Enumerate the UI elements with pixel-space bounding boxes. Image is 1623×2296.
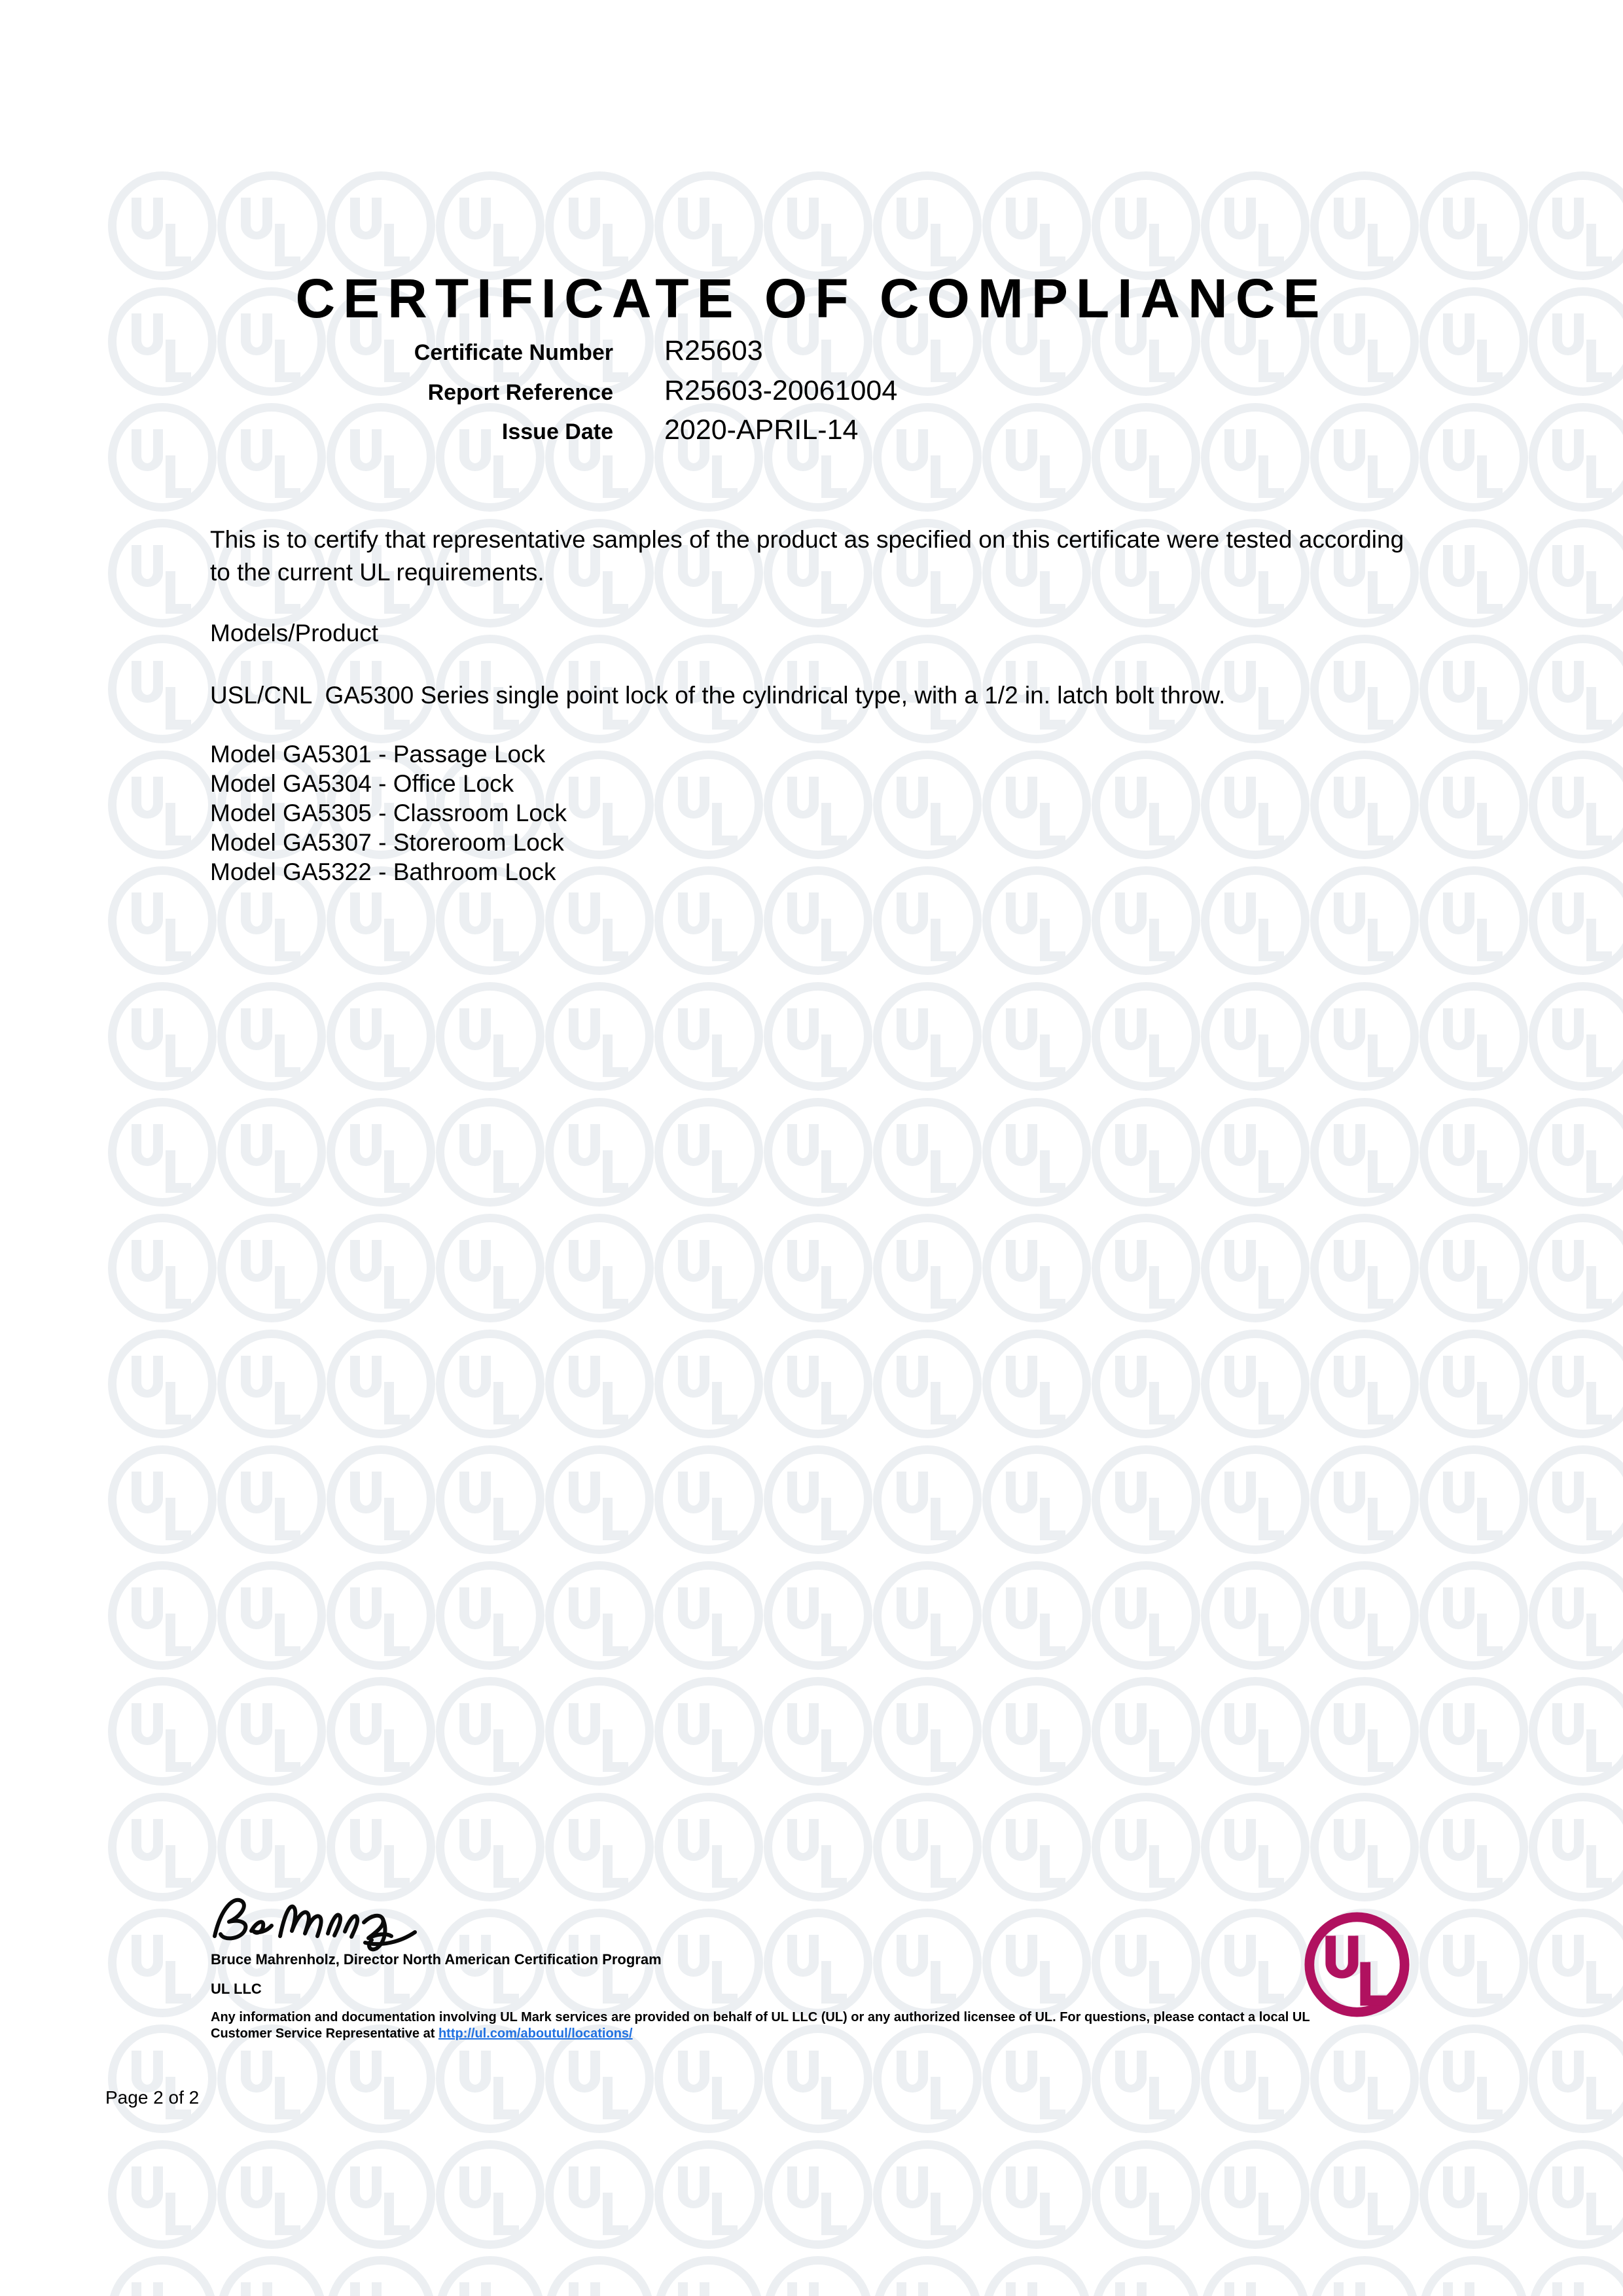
models-product-heading: Models/Product — [210, 620, 379, 646]
report-reference-row — [0, 375, 1623, 407]
page-title: CERTIFICATE OF COMPLIANCE — [295, 268, 1328, 329]
model-list-item: Model GA5304 - Office Lock — [210, 770, 514, 797]
model-list-item: Model GA5301 - Passage Lock — [210, 741, 546, 768]
signature-icon — [209, 1893, 425, 1953]
issue-date-row — [0, 414, 1623, 446]
model-list-item: Model GA5322 - Bathroom Lock — [210, 858, 556, 885]
report-reference-label: Report Reference — [427, 380, 613, 405]
ul-locations-link[interactable]: http://ul.com/aboutul/locations/ — [438, 2026, 633, 2041]
model-list-item: Model GA5307 - Storeroom Lock — [210, 829, 564, 856]
report-reference-value: R25603-20061004 — [664, 375, 898, 406]
disclaimer-prefix: Any information and documentation involving UL Mark services are provided on behalf of UL LLC (UL) or any authorized licensee of UL. For questions, please contact a local UL Customer Service Representative at — [211, 2010, 1310, 2041]
page-number: Page 2 of 2 — [105, 2087, 200, 2108]
certify-statement: This is to certify that representative samples of the product as specified on this certificate were tested according to the current UL requirements. — [210, 526, 1404, 586]
certificate-number-value: R25603 — [664, 335, 763, 366]
issue-date-label: Issue Date — [501, 419, 613, 444]
model-list-item: Model GA5305 - Classroom Lock — [210, 800, 567, 826]
signatory-name: Bruce Mahrenholz, Director North American Certification Program — [211, 1951, 662, 1968]
certificate-number-label: Certificate Number — [414, 340, 613, 365]
certificate-number-row — [0, 335, 1623, 367]
ul-logo-icon — [1304, 1911, 1411, 2019]
issue-date-value: 2020-APRIL-14 — [664, 414, 859, 446]
product-description: USL/CNL GA5300 Series single point lock of the cylindrical type, with a 1/2 in. latch bolt throw. — [210, 682, 1226, 709]
company-name: UL LLC — [211, 1981, 262, 1997]
model-list — [210, 739, 1421, 887]
disclaimer-text — [211, 2009, 1363, 2042]
